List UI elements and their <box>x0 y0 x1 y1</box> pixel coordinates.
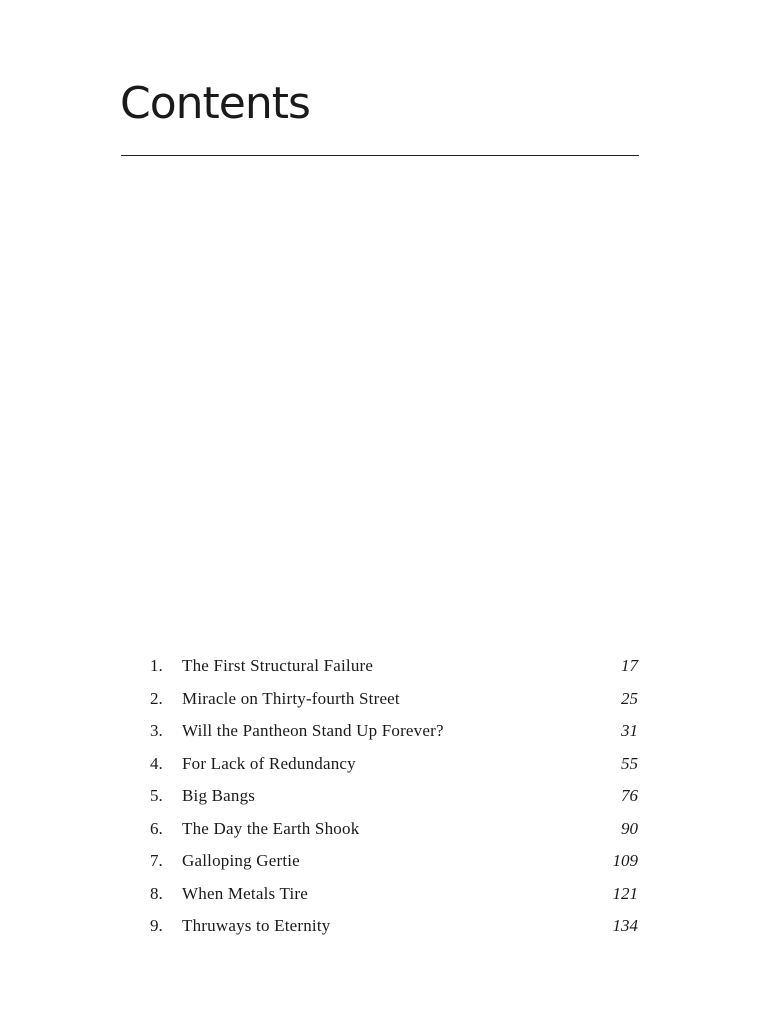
toc-entry[interactable] <box>150 845 638 878</box>
chapter-number: 8. <box>150 883 163 903</box>
chapter-title: The First Structural Failure <box>182 656 374 676</box>
page-number: 76 <box>621 786 638 806</box>
chapter-title: Miracle on Thirty-fourth Street <box>182 688 400 708</box>
toc-entry[interactable] <box>150 813 638 846</box>
title-divider <box>121 155 639 156</box>
page-number: 31 <box>621 721 638 741</box>
chapter-title: Will the Pantheon Stand Up Forever? <box>182 721 444 741</box>
chapter-number: 6. <box>150 818 163 838</box>
toc-entry[interactable] <box>150 748 638 781</box>
page-number: 121 <box>612 883 638 903</box>
toc-entry[interactable] <box>150 683 638 716</box>
toc-entry[interactable] <box>150 878 638 911</box>
chapter-number: 2. <box>150 688 163 708</box>
chapter-title: When Metals Tire <box>182 883 308 903</box>
chapter-number: 7. <box>150 851 163 871</box>
page-title: Contents <box>120 78 310 129</box>
chapter-title: Galloping Gertie <box>182 851 300 871</box>
chapter-title: The Day the Earth Shook <box>182 818 360 838</box>
chapter-number: 4. <box>150 753 163 773</box>
chapter-number: 9. <box>150 916 163 936</box>
toc-entry[interactable] <box>150 715 638 748</box>
chapter-number: 3. <box>150 721 163 741</box>
chapter-number: 1. <box>150 656 163 676</box>
chapter-title: Big Bangs <box>182 786 256 806</box>
page-number: 90 <box>621 818 638 838</box>
page-number: 17 <box>621 656 638 676</box>
page-number: 134 <box>612 916 638 936</box>
chapter-title: Thruways to Eternity <box>182 916 331 936</box>
chapter-title: For Lack of Redundancy <box>182 753 356 773</box>
table-of-contents <box>150 650 638 943</box>
toc-entry[interactable] <box>150 910 638 943</box>
page-number: 55 <box>621 753 638 773</box>
toc-entry[interactable] <box>150 650 638 683</box>
page-number: 109 <box>612 851 638 871</box>
chapter-number: 5. <box>150 786 163 806</box>
toc-entry[interactable] <box>150 780 638 813</box>
page-number: 25 <box>621 688 638 708</box>
